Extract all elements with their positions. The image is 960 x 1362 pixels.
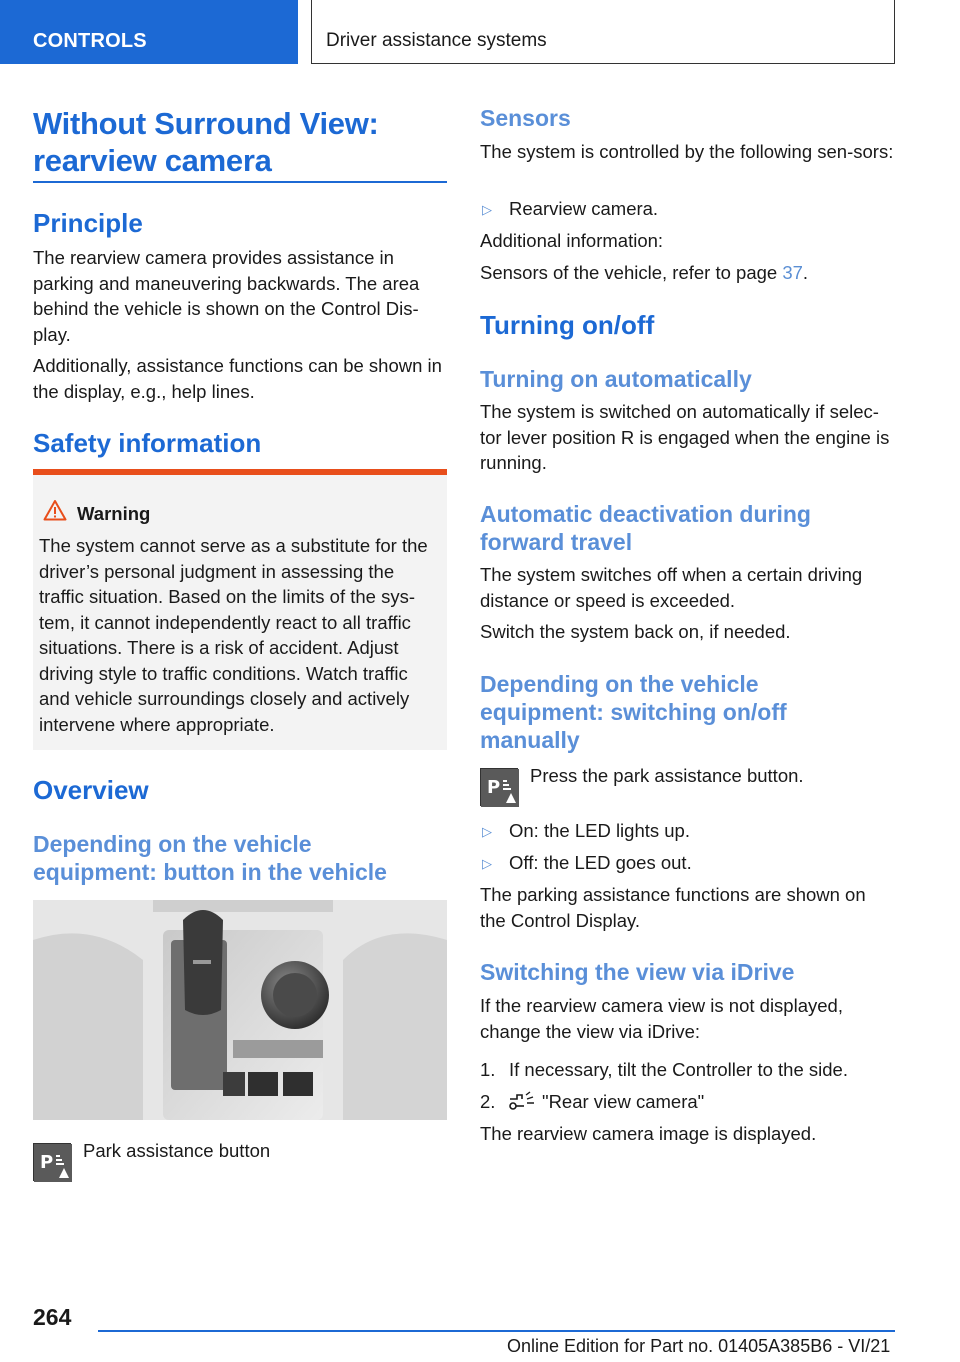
photo-caption: Park assistance button [83,1140,271,1161]
footer-edition: Online Edition for Part no. 01405A385B6 - VI/21 [507,1336,891,1356]
overview-heading: Overview [33,775,149,805]
bullet-triangle-icon: ▷ [482,202,492,217]
step-1-number: 1. [480,1059,496,1080]
svg-text:P: P [487,777,501,798]
switch-view-heading: Switching the view via iDrive [480,959,795,985]
overview-subheading-line2: equipment: button in the vehicle [33,859,387,885]
header-section-label: CONTROLS [33,30,147,52]
manual-heading-line3: manually [480,727,580,753]
warning-text: The system cannot serve as a substitute for the driver’s personal judgment in assessing the traffic situation. Based on the limits of the sys-tem, it cannot independently react to all traffic situations. There is a risk of accident. Adjust driving style to traffic conditions. Watch traffic and vehicle surroundings closely and actively intervene where appropriate. [39,535,428,735]
principle-text-2: Additionally, assistance functions can be shown in the display, e.g., help lines. [33,355,442,402]
header-chapter-label: Driver assistance systems [326,30,547,51]
center-console-photo [33,900,447,1120]
final-text: The rearview camera image is displayed. [480,1123,817,1144]
auto-off-text: The system switches off when a certain driving distance or speed is exceeded. [480,564,863,611]
warning-triangle-icon [43,499,67,521]
rear-camera-icon [508,1091,536,1113]
sensors-ref-page-link[interactable]: 37 [782,262,803,283]
sensors-heading: Sensors [480,105,571,131]
turning-heading: Turning on/off [480,310,655,340]
auto-off-heading-line1: Automatic deactivation during [480,501,811,527]
manual-press-text: Press the park assistance button. [530,765,804,786]
overview-subheading-line1: Depending on the vehicle [33,831,312,857]
manual-heading [480,670,895,754]
auto-off-heading [480,500,895,556]
principle-heading: Principle [33,208,143,238]
step-2-number: 2. [480,1091,496,1112]
title-divider [33,181,447,183]
principle-text-1: The rearview camera provides assistance in parking and maneuvering backwards. The area behind the vehicle is shown on the Control Dis-play. [33,247,420,345]
sensors-bullet: Rearview camera. [509,198,659,219]
step-1-text: If necessary, tilt the Controller to the side. [509,1059,848,1080]
warning-label: Warning [77,503,151,524]
auto-off-text-2: Switch the system back on, if needed. [480,621,791,642]
svg-text:P: P [40,1152,54,1173]
sensors-ref-prefix: Sensors of the vehicle, refer to page [480,262,783,283]
header-chapter-tab [311,0,895,64]
sensors-ref-suffix: . [802,262,809,283]
safety-heading: Safety information [33,428,262,458]
sensors-page-reference [480,260,895,286]
manual-heading-line1: Depending on the vehicle [480,671,759,697]
step-2-text: "Rear view camera" [542,1091,705,1112]
page-number: 264 [33,1304,72,1330]
overview-subheading [33,830,447,886]
warning-box [33,469,447,750]
page-title [33,105,447,179]
header-section-tab [0,0,298,64]
auto-on-text: The system is switched on automatically if selec-tor lever position R is engaged when the engine is running. [480,401,890,473]
page-title-line1: Without Surround View: [33,106,379,141]
manual-bullet-off: Off: the LED goes out. [509,852,692,873]
auto-on-heading: Turning on automatically [480,366,752,392]
manual-text: The parking assistance functions are shown on the Control Display. [480,884,866,931]
switch-view-text: If the rearview camera view is not displayed, change the view via iDrive: [480,995,843,1042]
park-assistance-icon [33,1143,71,1181]
bullet-triangle-icon: ▷ [482,856,492,871]
bullet-triangle-icon: ▷ [482,824,492,839]
additional-info-label: Additional information: [480,230,664,251]
sensors-text: The system is controlled by the following sen-sors: [480,141,894,162]
footer-divider [98,1330,895,1332]
center-console-illustration [33,900,447,1120]
auto-off-heading-line2: forward travel [480,529,633,555]
manual-bullet-on: On: the LED lights up. [509,820,690,841]
manual-heading-line2: equipment: switching on/off [480,699,787,725]
park-assistance-icon [480,768,518,806]
page-title-line2: rearview camera [33,143,272,178]
